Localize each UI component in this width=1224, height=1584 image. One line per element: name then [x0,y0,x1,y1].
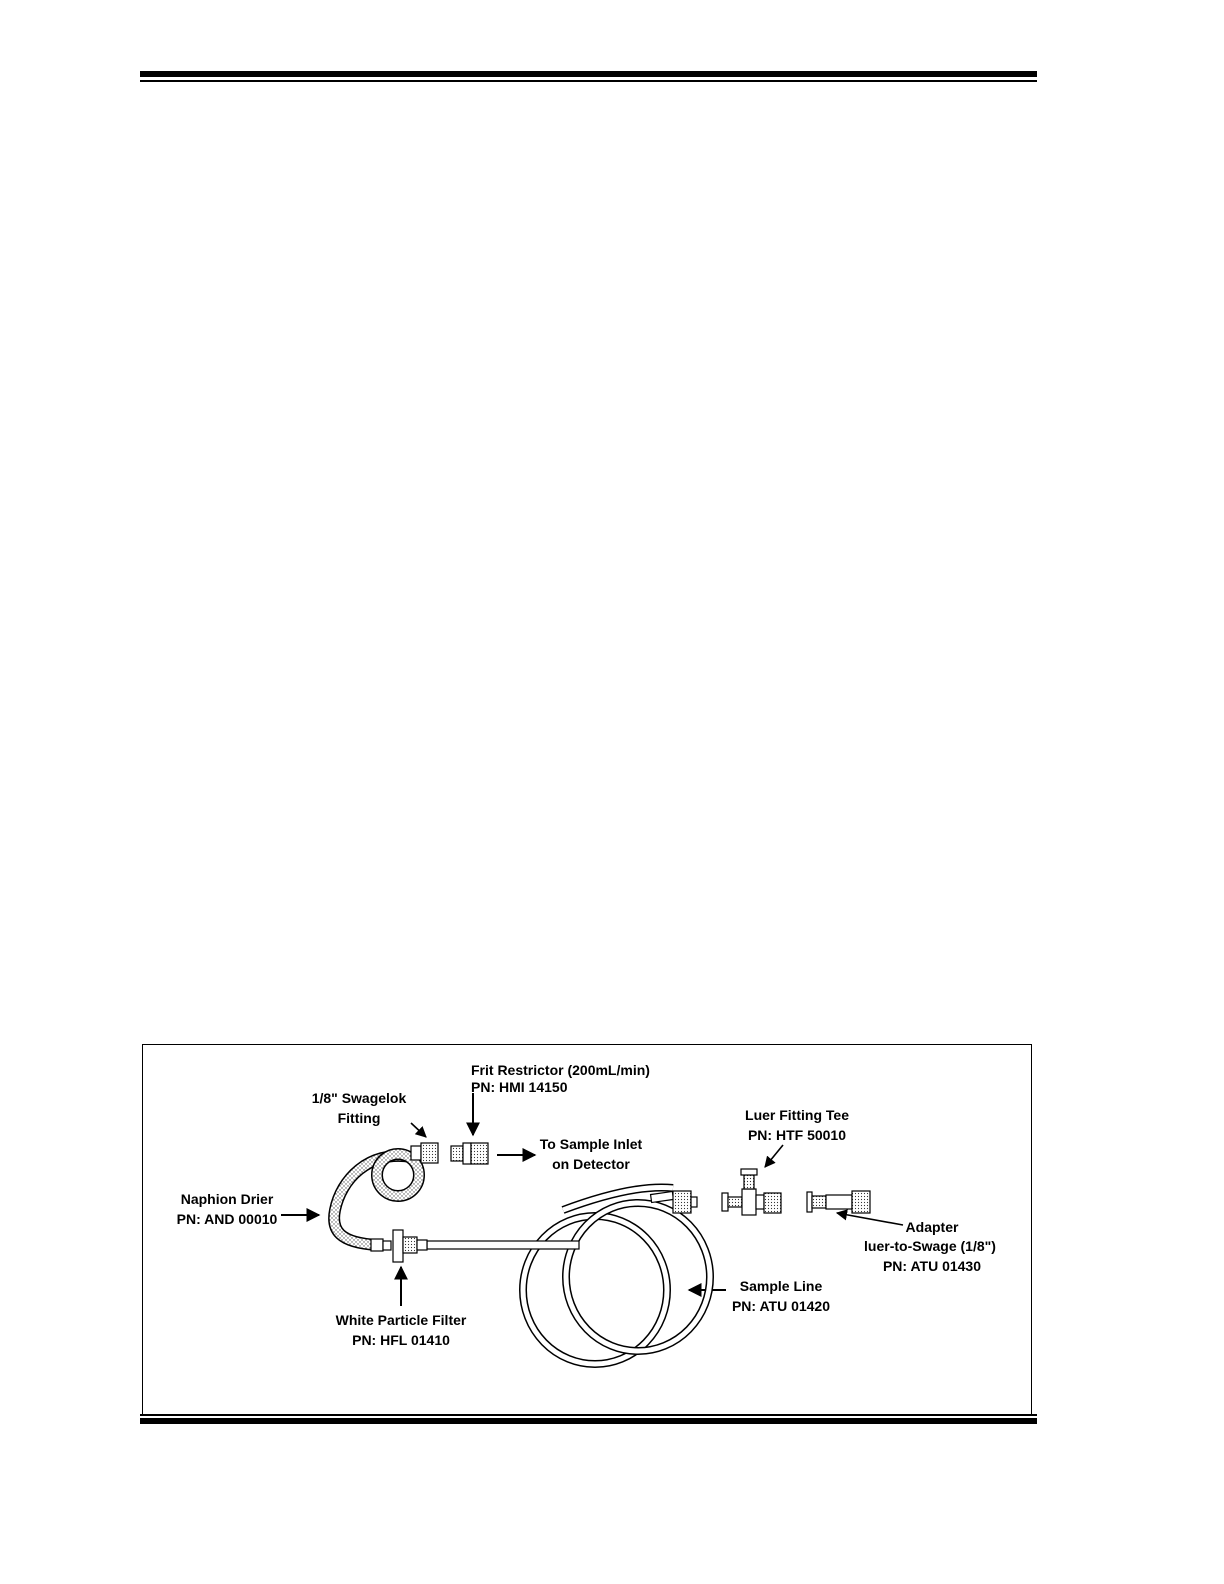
luer-tee-pn: PN: HTF 50010 [747,1127,847,1143]
swagelok-fitting [411,1143,438,1163]
sample-line-label: Sample Line [739,1278,823,1294]
particle-filter-pn: PN: HFL 01410 [352,1332,450,1348]
adapter-arrow [837,1213,903,1225]
naphion-drier-pn: PN: AND 00010 [176,1211,278,1227]
sample-line-luer-end [673,1191,697,1213]
luer-fitting-tee [722,1169,781,1215]
footer-rule-thin [140,1414,1037,1416]
adapter-label: Adapter [905,1219,959,1235]
tee-arrow [765,1145,783,1167]
particle-filter-label: White Particle Filter [335,1312,467,1328]
sample-line-coil [523,1187,710,1364]
adapter-label-line2: luer-to-Swage (1/8") [864,1238,996,1254]
frit-restrictor [451,1143,488,1164]
frit-restrictor-label: Frit Restrictor (200mL/min) [471,1062,650,1078]
sample-line-assembly-figure [142,1044,1032,1415]
sample-inlet-label: To Sample Inlet [539,1136,643,1152]
naphion-drier [334,1154,419,1245]
adapter-luer-to-swage [807,1191,870,1213]
adapter-pn: PN: ATU 01430 [882,1258,982,1274]
swagelok-label-line2: Fitting [337,1110,381,1126]
swagelok-label: 1/8" Swagelok [311,1090,407,1106]
assembly-diagram [143,1045,1033,1416]
naphion-drier-label: Naphion Drier [180,1191,274,1207]
header-rule-thick [140,71,1037,77]
luer-tee-label: Luer Fitting Tee [745,1107,849,1123]
sample-line-pn: PN: ATU 01420 [731,1298,831,1314]
sample-inlet-label-line2: on Detector [552,1156,630,1172]
header-rule-thin [140,80,1037,82]
swagelok-arrow [411,1123,426,1137]
white-particle-filter [371,1230,427,1262]
footer-rule-thick [140,1418,1037,1424]
frit-restrictor-pn: PN: HMI 14150 [471,1079,568,1095]
